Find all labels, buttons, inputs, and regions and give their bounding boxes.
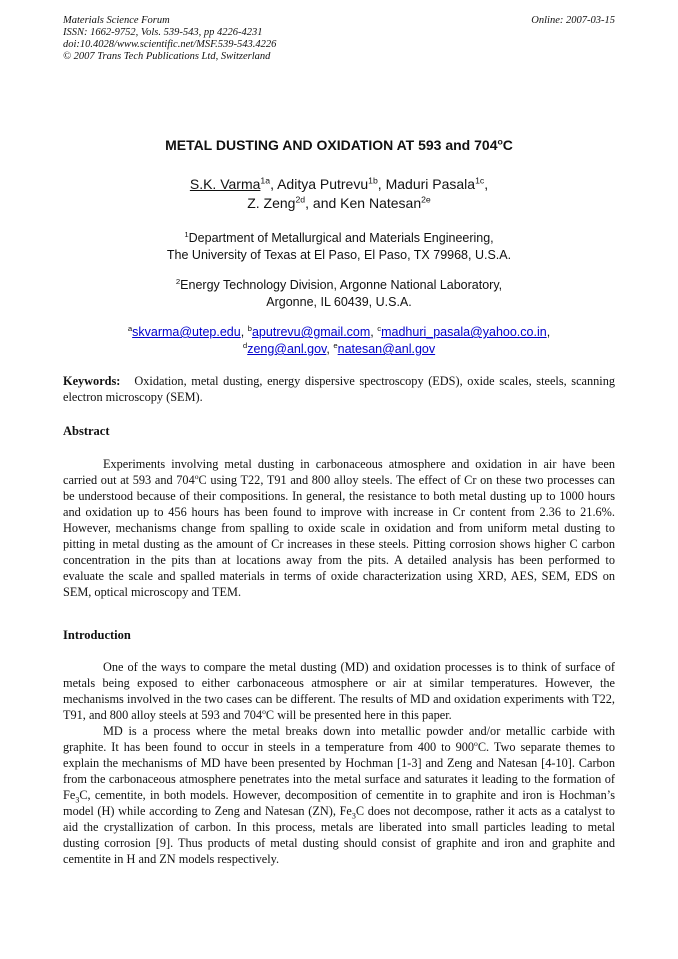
- email-link[interactable]: skvarma@utep.edu: [132, 325, 241, 339]
- paragraph: MD is a process where the metal breaks down into metallic powder and/or metallic carbide with graphite. It has been found to occur in steels in a temperature from 400 to 900$^o$C. Two separate themes to explain the mechanisms of MD have been presented by Hochman [1-3] and Zeng and Natesan [4-10]. Carbon from the carbonaceous atmosphere penetrates into the metal surface and saturates it leading to the formation of $Fe_3C$, cementite, in both models. However, decomposition of cementite in to graphite and iron is Hochman’s model (H) while according to Zeng and Natesan (ZN), $Fe_3C$ does not decompose, rather it acts as a catalyst to aid the crystallization of carbon. In this process, metals are liberated into small particles leading to metal dusting corrosion [9]. Thus products of metal dusting should consist of graphite and iron and graphite and cementite in H and ZN models respectively.: [63, 724, 615, 866]
- introduction-heading: Introduction: [63, 628, 131, 642]
- introduction-text: [63, 659, 615, 867]
- online-date: Online: 2007-03-15: [531, 15, 615, 26]
- affiliation-2: $^2$Energy Technology Division, Argonne National Laboratory, Argonne, IL 60439, U.S.A.: [175, 276, 503, 309]
- keywords-text: Oxidation, metal dusting, energy dispersive spectroscopy (EDS), oxide scales, steels, scanning electron microscopy (SEM).: [63, 374, 615, 404]
- keywords-label: Keywords:: [63, 374, 121, 388]
- email-link[interactable]: madhuri_pasala@yahoo.co.in: [381, 325, 547, 339]
- author: Z. Zeng$^{2d}$: [247, 194, 306, 211]
- email-link[interactable]: zeng@anl.gov: [247, 342, 327, 356]
- paragraph: One of the ways to compare the metal dusting (MD) and oxidation processes is to think of surface of metals being exposed to either carbonaceous atmosphere or air at similar temperatures. However, the mechanisms involved in the two cases can be different. The results of MD and oxidation experiments with T22, T91, and 800 alloy steels at 593 and 704$^o$C will be presented here in this paper.: [63, 660, 615, 722]
- abstract-text: Experiments involving metal dusting in carbonaceous atmosphere and oxidation in air have been carried out at 593 and 704$^o$C using T22, T91 and 800 alloy steels. The effect of Cr on these two processes can be understood because of their compositions. In general, the resistance to both metal dusting up to 1000 hours and oxidation up to 456 hours has been found to improve with increase in Cr content from 2.36 to 21.6%. However, mechanisms change from spalling to oxide scale in oxidation and from uniform metal dusting to pitting in metal dusting as the amount of Cr increases in these steels. Pitting corrosion shows higher C carbon concentration in the pits than at locations away from the pits. A detailed analysis has been performed to evaluate the scale and spalled materials in terms of oxide characterization using XRD, AES, SEM, EDS on SEM, optical microscopy and TEM.: [63, 457, 615, 599]
- abstract-heading: Abstract: [63, 424, 110, 438]
- copyright-line: © 2007 Trans Tech Publications Ltd, Switzerland: [63, 51, 271, 62]
- author: Maduri Pasala$^{1c}$: [385, 175, 485, 192]
- affiliation-1: $^1$Department of Metallurgical and Materials Engineering, The University of Texas at El Paso, El Paso, TX 79968, U.S.A.: [166, 229, 512, 262]
- keywords: [63, 373, 615, 405]
- email-link[interactable]: natesan@anl.gov: [337, 342, 436, 356]
- paper-title: METAL DUSTING AND OXIDATION AT 593 and 704$^o$C: [165, 136, 513, 153]
- author: Aditya Putrevu$^{1b}$: [277, 175, 378, 192]
- publication-info: [63, 15, 276, 63]
- issn-line: ISSN: 1662-9752, Vols. 539-543, pp 4226-4231: [63, 27, 263, 38]
- author-list: S.K. Varma$^{1a}$, Aditya Putrevu$^{1b}$, Maduri Pasala$^{1c}$, Z. Zeng$^{2d}$, and Ken Natesan$^{2e}$: [189, 175, 489, 211]
- email-list: $^a$skvarma@utep.edu, $^b$aputrevu@gmail.com, $^c$madhuri_pasala@yahoo.co.in, $^d$zeng@anl.gov, $^e$natesan@anl.gov: [127, 323, 551, 356]
- doi-line: doi:10.4028/www.scientific.net/MSF.539-543.4226: [63, 39, 277, 50]
- author: Ken Natesan$^{2e}$: [340, 194, 431, 211]
- email-link[interactable]: aputrevu@gmail.com: [251, 325, 371, 339]
- journal-name: Materials Science Forum: [63, 15, 170, 26]
- author: S.K. Varma$^{1a}$: [189, 175, 271, 192]
